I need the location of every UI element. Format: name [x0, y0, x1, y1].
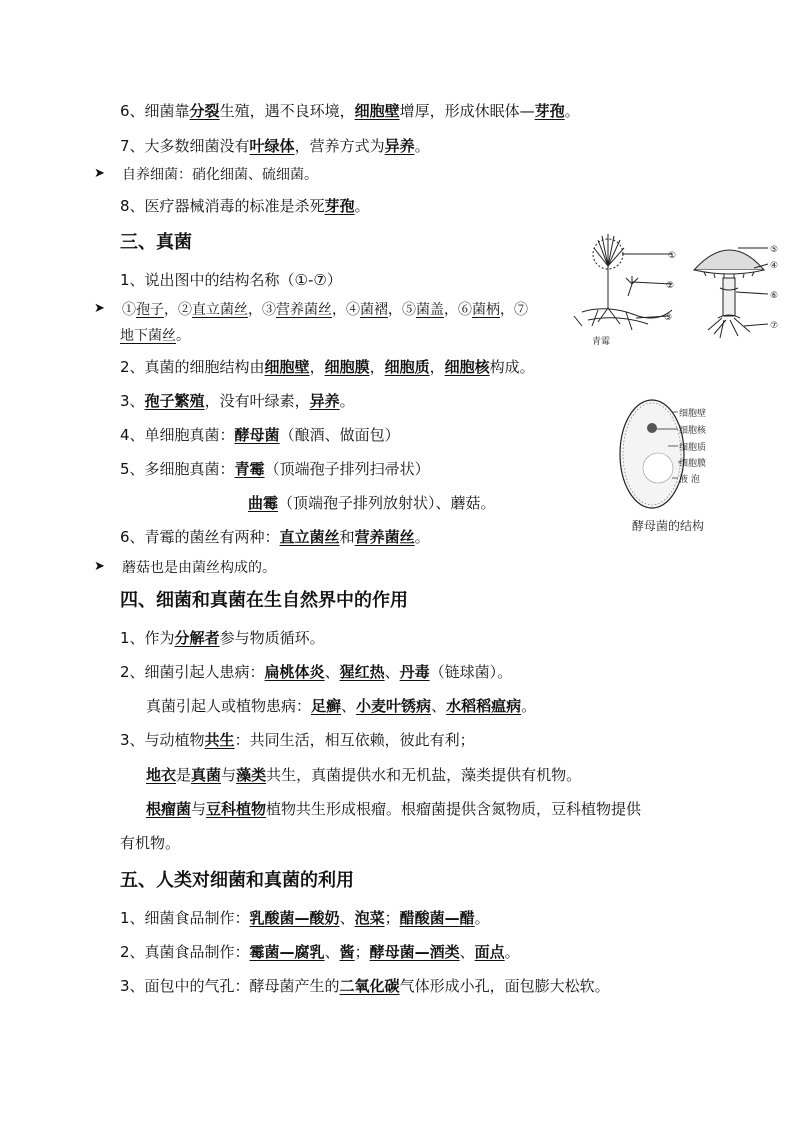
yeast-label-vacuole: 液 泡 — [679, 475, 700, 485]
yeast-label-cytoplasm: 细胞质 — [679, 443, 707, 453]
para-structure-question: 1、说出图中的结构名称（①-⑦） — [120, 271, 342, 289]
para-symbiosis: 3、与动植物共生：共同生活，相互依赖，彼此有利； — [120, 731, 475, 749]
label-5: ⑤ — [770, 245, 779, 255]
section-title-roles: 四、细菌和真菌在生自然界中的作用 — [120, 590, 408, 611]
bullet-arrow-icon: ➤ — [94, 559, 105, 574]
para-fungal-diseases: 真菌引起人或植物患病：足癣、小麦叶锈病、水稻稻瘟病。 — [146, 697, 537, 715]
fungi-structure-figure — [568, 226, 790, 348]
section-title-fungi: 三、真菌 — [120, 232, 192, 253]
para-bacteria-nutrition: 7、大多数细菌没有叶绿体，营养方式为异养。 — [120, 137, 430, 155]
para-aspergillus: 曲霉（顶端孢子排列放射状）、蘑菇。 — [248, 494, 496, 512]
para-rhizobium-cont: 有机物。 — [120, 834, 181, 852]
para-sterilization: 8、医疗器械消毒的标准是杀死芽孢。 — [120, 197, 370, 215]
para-multicellular-fungi: 5、多细胞真菌：青霉（顶端孢子排列扫帚状） — [120, 460, 430, 478]
bullet-arrow-icon: ➤ — [94, 166, 105, 181]
label-6: ⑥ — [770, 291, 779, 301]
label-3: ③ — [664, 313, 673, 323]
yeast-label-nucleus: 细胞核 — [679, 426, 707, 436]
para-penicillium-hyphae: 6、青霉的菌丝有两种：直立菌丝和营养菌丝。 — [120, 528, 430, 546]
para-rhizobium: 根瘤菌与豆科植物植物共生形成根瘤。根瘤菌提供含氮物质，豆科植物提供 — [146, 800, 642, 818]
para-decomposer: 1、作为分解者参与物质循环。 — [120, 629, 325, 647]
yeast-label-wall: 细胞壁 — [679, 409, 707, 419]
label-2: ② — [666, 281, 675, 291]
para-lichen: 地衣是真菌与藻类共生，真菌提供水和无机盐，藻类提供有机物。 — [146, 766, 582, 784]
yeast-label-membrane: 细胞膜 — [679, 459, 707, 469]
para-unicellular-fungi: 4、单细胞真菌：酵母菌（酿酒、做面包） — [120, 426, 400, 444]
yeast-structure-figure — [612, 394, 742, 538]
mold-label: 青霉 — [592, 337, 611, 347]
yeast-caption: 酵母菌的结构 — [632, 519, 705, 533]
para-bread-holes: 3、面包中的气孔：酵母菌产生的二氧化碳气体形成小孔，面包膨大松软。 — [120, 977, 610, 995]
para-bacterial-food: 1、细菌食品制作：乳酸菌—酸奶、泡菜；醋酸菌—醋。 — [120, 909, 490, 927]
para-fungal-food: 2、真菌食品制作：霉菌—腐乳、酱；酵母菌—酒类、面点。 — [120, 943, 520, 961]
label-7: ⑦ — [770, 321, 779, 331]
para-bacteria-reproduction: 6、细菌靠分裂生殖，遇不良环境，细胞壁增厚，形成休眠体—芽孢。 — [120, 102, 580, 120]
note-mushroom-hyphae: 蘑菇也是由菌丝构成的。 — [122, 560, 276, 576]
para-bacterial-diseases: 2、细菌引起人患病：扁桃体炎、猩红热、丹毒（链球菌）。 — [120, 663, 513, 681]
answer-structure-names-line2: 地下菌丝。 — [120, 328, 190, 344]
para-fungal-cell-structure: 2、真菌的细胞结构由细胞壁，细胞膜，细胞质，细胞核构成。 — [120, 358, 535, 376]
section-title-uses: 五、人类对细菌和真菌的利用 — [120, 870, 354, 891]
label-4: ④ — [770, 261, 779, 271]
bullet-arrow-icon: ➤ — [94, 301, 105, 316]
note-autotrophic-bacteria: 自养细菌：硝化细菌、硫细菌。 — [122, 167, 318, 183]
para-spore-reproduction: 3、孢子繁殖，没有叶绿素，异养。 — [120, 392, 355, 410]
label-1: ① — [668, 251, 677, 261]
answer-structure-names-line1: ①孢子，②直立菌丝，③营养菌丝，④菌褶，⑤菌盖，⑥菌柄，⑦ — [122, 302, 528, 318]
